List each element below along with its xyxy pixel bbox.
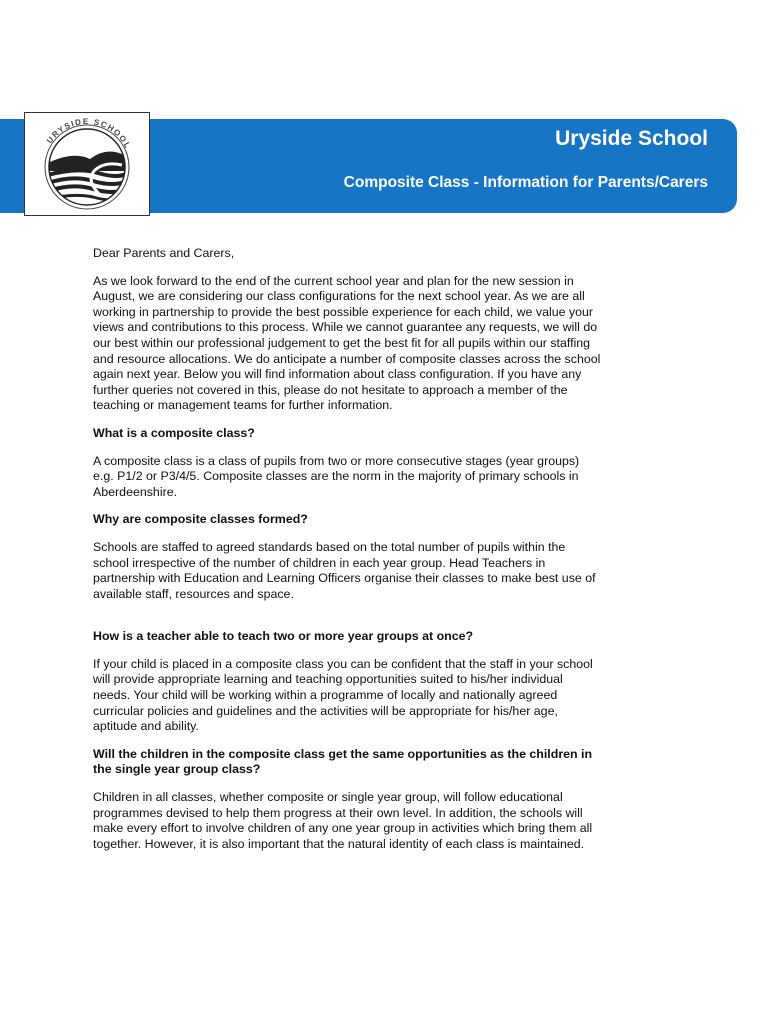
school-name: Uryside School bbox=[555, 127, 708, 150]
section-heading: Will the children in the composite class get the same opportunities as the children in the single year group class? bbox=[93, 746, 593, 777]
section-heading: Why are composite classes formed? bbox=[93, 512, 308, 527]
school-logo bbox=[24, 112, 150, 216]
svg-text:URYSIDE SCHOOL: URYSIDE SCHOOL bbox=[44, 116, 133, 151]
letter-body bbox=[93, 246, 693, 852]
section-heading: How is a teacher able to teach two or more year groups at once? bbox=[93, 629, 474, 644]
section-body: Schools are staffed to agreed standards based on the total number of pupils within the school irrespective of the number of children in each year group. Head Teachers in partnership with Education and Learning Officers organise their classes to make best use of available staff, resources and space. bbox=[93, 539, 596, 601]
section-body: Children in all classes, whether composite or single year group, will follow educational programmes devised to help them progress at their own level. In addition, the schools will make every effort to involve children of any one year group in activities which bring them all together. However, it is also important that the natural identity of each class is maintained. bbox=[93, 790, 593, 851]
section-body: A composite class is a class of pupils from two or more consecutive stages (year groups) e.g. P1/2 or P3/4/5. Composite classes are the norm in the majority of primary schools in Aberdeenshire. bbox=[93, 453, 580, 499]
section-heading: What is a composite class? bbox=[93, 425, 255, 440]
greeting: Dear Parents and Carers, bbox=[93, 246, 235, 260]
document-subtitle: Composite Class - Information for Parents/Carers bbox=[343, 174, 708, 191]
section-body: If your child is placed in a composite class you can be confident that the staff in your school will provide appropriate learning and teaching opportunities suited to his/her individual needs. Your child will be working within a programme of locally and nationally agreed curricular policies and guidelines and the activities will be appropriate for his/her age, aptitude and ability. bbox=[93, 656, 593, 734]
school-crest-icon bbox=[28, 115, 146, 213]
intro-paragraph: As we look forward to the end of the current school year and plan for the new session in August, we are considering our class configurations for the next school year. As we are all working in partnership to provide the best possible experience for each child, we value your views and contributions to this process. While we cannot guarantee any requests, we will do our best within our professional judgement to get the best fit for all pupils within our staffing and resource allocations. We do anticipate a number of composite classes across the school again next year. Below you will find information about class configuration. If you have any further queries not covered in this, please do not hesitate to approach a member of the teaching or management teams for further information. bbox=[93, 273, 601, 413]
